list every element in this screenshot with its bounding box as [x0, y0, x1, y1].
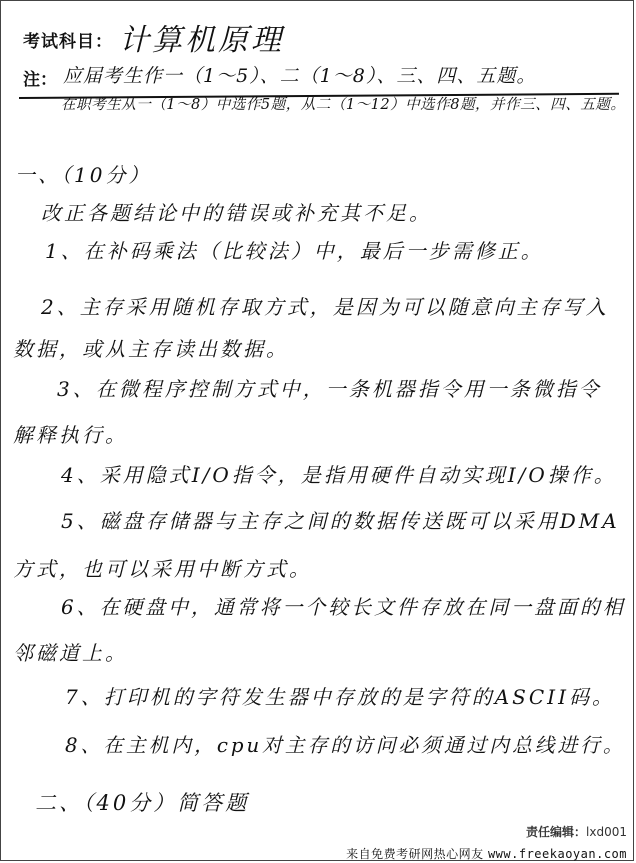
question-3-line1: 3、在微程序控制方式中，一条机器指令用一条微指令: [57, 377, 602, 401]
question-1: 1、在补码乘法（比较法）中，最后一步需修正。: [45, 239, 544, 263]
section1-instruction: 改正各题结论中的错误或补充其不足。: [41, 201, 432, 225]
editor-label: 责任编辑：: [526, 825, 587, 839]
section2-heading: 二、（40分）简答题: [35, 791, 250, 815]
question-2-line2: 数据，或从主存读出数据。: [13, 337, 289, 361]
footer-source: [346, 845, 627, 862]
subject-label: 考试科目：: [23, 32, 113, 52]
source-text: 来自免费考研网热心网友: [346, 847, 484, 861]
editor-value: lxd001: [586, 825, 627, 839]
note-inservice: 在职考生从一（1～8）中选作5题，从二（1～12）中选作8题，并作三、四、五题。: [61, 96, 626, 113]
section1-heading: 一、（10分）: [15, 163, 152, 187]
question-2-line1: 2、主存采用随机存取方式，是因为可以随意向主存写入: [41, 295, 609, 319]
source-url[interactable]: www.freekaoyan.com: [487, 847, 627, 861]
question-8: 8、在主机内，cpu对主存的访问必须通过内总线进行。: [65, 734, 626, 757]
question-3-line2: 解释执行。: [13, 423, 128, 447]
question-4: 4、采用隐式I/O指令，是指用硬件自动实现I/O操作。: [61, 463, 617, 487]
footer-editor: [526, 823, 627, 840]
question-6-line1: 6、在硬盘中，通常将一个较长文件存放在同一盘面的相: [61, 596, 626, 619]
note-label: 注：: [23, 70, 57, 90]
question-6-line2: 邻磁道上。: [13, 641, 128, 665]
note-text: 应届考生作一（1～5）、二（1～8）、三、四、五题。: [63, 65, 537, 87]
question-5-line1: 5、磁盘存储器与主存之间的数据传送既可以采用DMA: [61, 509, 620, 533]
question-5-line2: 方式，也可以采用中断方式。: [13, 557, 312, 581]
subject-value: 计算机原理: [119, 23, 284, 58]
question-7: 7、打印机的字符发生器中存放的是字符的ASCII码。: [65, 685, 615, 709]
